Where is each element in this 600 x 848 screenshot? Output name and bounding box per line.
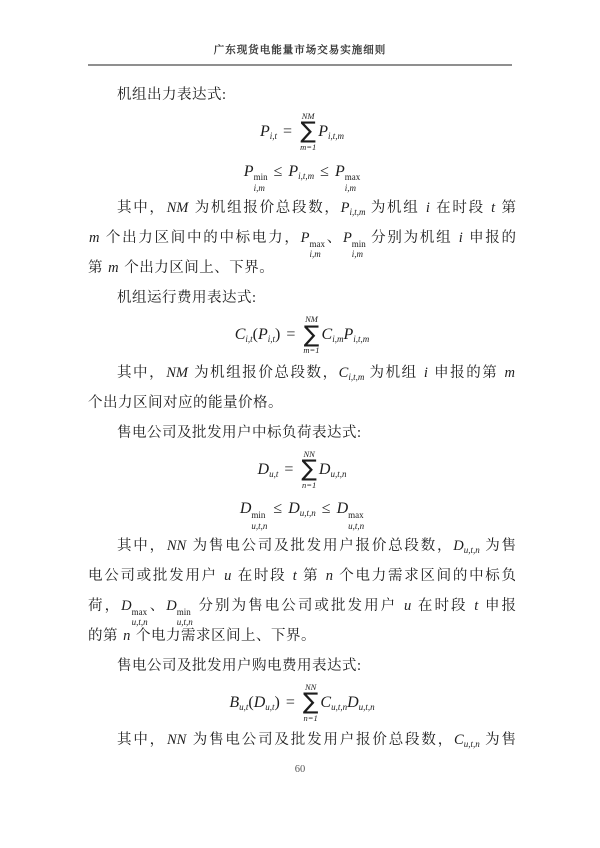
math-var-scripts	[254, 172, 268, 193]
math-symbol: t	[292, 567, 297, 584]
math-var	[239, 500, 268, 531]
math-var-scripts	[251, 510, 267, 531]
sum-upper-limit: NN	[303, 448, 315, 459]
math-symbol: NM	[166, 200, 189, 217]
text-run: 其中，	[117, 200, 166, 217]
text-line	[88, 591, 517, 628]
math-var-letter: D	[318, 460, 331, 478]
sum-upper-limit: NN	[304, 681, 317, 692]
math-symbol: i	[425, 200, 430, 217]
text-run: 其中，	[117, 537, 166, 554]
math-var-letter: P	[243, 162, 254, 180]
math-var-sub: i,t	[267, 334, 276, 345]
math-var-letter: C	[320, 693, 332, 711]
math-symbol: m	[108, 260, 120, 277]
text-run: 为售电公司及批发用户报价总段数，	[187, 732, 455, 749]
math-operator: =	[285, 693, 295, 711]
math-var-sub: i,m	[253, 182, 265, 193]
text-line	[88, 223, 517, 260]
math-var	[235, 326, 253, 343]
math-operator: =	[283, 122, 293, 140]
math-var-sub: i,t,m	[349, 207, 366, 218]
math-var	[453, 538, 480, 554]
math-var-letter: D	[253, 693, 266, 711]
math-var-sub: i,t,m	[327, 131, 344, 142]
math-var	[121, 597, 148, 628]
document-body	[88, 80, 516, 755]
sum-upper-limit: NM	[301, 111, 315, 121]
math-operator: =	[286, 326, 296, 344]
math-var-sup: max	[131, 606, 148, 617]
math-var-letter: D	[288, 500, 300, 518]
text-run: 个出力区间上、下界。	[120, 260, 275, 277]
math-var-sup: min	[253, 172, 268, 183]
formula-line	[88, 681, 516, 726]
math-symbol: i	[423, 364, 428, 381]
math-var-sub: u,t,n	[176, 617, 193, 628]
summation-symbol	[301, 450, 317, 491]
text-run: 为机组报价总段数，	[188, 364, 339, 381]
math-var	[260, 123, 277, 140]
math-var	[166, 597, 193, 628]
page-footer	[0, 764, 600, 775]
math-var-letter: D	[453, 537, 464, 554]
math-operator: ≤	[321, 500, 331, 518]
text-line	[88, 561, 516, 591]
math-var	[339, 365, 365, 381]
math-symbol: u	[224, 567, 232, 584]
paren: (	[252, 326, 258, 344]
text-run: 申报	[479, 597, 517, 614]
math-var	[288, 163, 314, 180]
text-run: 为机组	[364, 364, 423, 381]
text-line	[88, 651, 516, 681]
math-var-letter: B	[229, 693, 240, 711]
text-run: 第	[88, 260, 108, 277]
sum-lower-limit: m=1	[303, 345, 320, 356]
math-var	[347, 694, 375, 711]
text-run: 为售	[479, 537, 517, 554]
text-run: 申报的第	[428, 364, 504, 381]
text-run: 申报的	[463, 230, 517, 247]
summation-symbol	[303, 683, 319, 724]
sigma-glyph: ∑	[301, 456, 317, 483]
text-run: 电公司或批发用户	[88, 567, 224, 584]
math-symbol: i	[458, 230, 463, 247]
math-var-letter: P	[260, 122, 270, 140]
math-var-letter: P	[343, 326, 354, 344]
math-operator: ≤	[273, 162, 283, 180]
math-var-sub: u,t,n	[348, 520, 365, 531]
formula-line	[88, 492, 516, 531]
math-operator: ≤	[320, 162, 329, 180]
math-var	[288, 500, 316, 517]
math-var-letter: D	[239, 500, 252, 518]
math-var-sub: u,t,n	[463, 544, 480, 555]
math-symbol: t	[491, 200, 496, 217]
text-line	[88, 80, 516, 110]
math-symbol: NN	[166, 732, 187, 749]
math-var-sub: u,t	[265, 701, 275, 712]
summation-symbol	[303, 315, 319, 356]
math-var-letter: P	[334, 162, 345, 180]
math-var-sup: min	[251, 510, 266, 521]
math-var-scripts	[345, 172, 361, 193]
math-var-sub: u,t,n	[358, 701, 375, 712]
page-header	[0, 0, 600, 66]
text-run: 售电公司及批发用户购电费用表达式:	[117, 657, 362, 674]
math-var-letter: P	[258, 326, 268, 344]
math-var-scripts	[309, 239, 325, 260]
text-line	[88, 725, 516, 755]
text-line	[88, 388, 516, 418]
math-var	[336, 500, 365, 531]
math-var-sub: u,t	[239, 701, 249, 712]
header-title: 广东现货电能量市场交易实施细则	[213, 45, 387, 56]
math-symbol: m	[504, 364, 516, 381]
math-var-sub: i,t,m	[298, 170, 315, 181]
math-var-sub: i,t,m	[348, 371, 365, 382]
math-var-sub: u,t	[269, 468, 279, 479]
text-line	[88, 531, 516, 561]
math-var	[334, 162, 361, 193]
math-var-letter: D	[347, 693, 359, 711]
math-var-letter: P	[288, 162, 299, 180]
text-line	[88, 283, 516, 313]
math-var-sub: i,t	[245, 334, 253, 345]
sigma-glyph: ∑	[300, 118, 316, 145]
text-run: 其中，	[117, 732, 166, 749]
math-var-sup: max	[309, 239, 325, 250]
text-run: 为机组	[365, 200, 425, 217]
math-var-sup: max	[344, 172, 361, 183]
math-var-sub: u,t,n	[463, 739, 480, 750]
math-var-sub: u,t,n	[131, 617, 148, 628]
math-var-sub: u,t,n	[331, 701, 348, 712]
math-symbol: t	[474, 597, 479, 614]
formula-line	[88, 313, 516, 358]
math-var-sub: i,m	[344, 182, 356, 193]
text-line	[88, 358, 516, 388]
math-var-letter: P	[340, 200, 350, 217]
header-rule	[88, 64, 512, 66]
text-run: 为机组报价总段数，	[189, 200, 341, 217]
math-var-sup: min	[176, 606, 191, 617]
math-var-letter: C	[454, 732, 464, 749]
math-var	[454, 732, 480, 748]
math-var-scripts	[348, 510, 364, 531]
math-var-sub: i,m	[351, 249, 364, 260]
paren: )	[275, 326, 281, 344]
math-var-sub: i,t,m	[353, 334, 370, 345]
math-var-sup: min	[351, 239, 366, 250]
sum-lower-limit: n=1	[303, 713, 318, 724]
math-var-sub: i,m	[332, 334, 344, 345]
math-symbol: n	[325, 567, 333, 584]
text-run: 为售	[479, 732, 516, 749]
math-var-letter: D	[166, 597, 177, 614]
math-var	[319, 461, 347, 478]
math-symbol: NN	[166, 537, 187, 554]
text-run: 、	[147, 597, 167, 614]
page-number: 60	[294, 764, 306, 775]
text-line	[88, 253, 516, 283]
summation-symbol	[300, 112, 316, 153]
math-var	[254, 694, 275, 711]
math-var	[229, 694, 248, 711]
math-var-letter: P	[300, 230, 310, 247]
text-run: 分别为机组	[365, 230, 458, 247]
sum-lower-limit: n=1	[302, 479, 317, 490]
math-var-sub: u,t,n	[299, 508, 316, 519]
math-symbol: u	[403, 597, 412, 614]
paren: (	[248, 693, 254, 711]
text-line	[88, 418, 516, 448]
text-run: 其中，	[117, 364, 166, 381]
text-line	[88, 193, 516, 223]
math-symbol: n	[123, 627, 131, 644]
formula-line	[88, 110, 516, 155]
math-var	[320, 694, 347, 711]
math-operator: ≤	[273, 500, 283, 518]
text-run: 个出力区间对应的能量价格。	[88, 394, 283, 411]
text-run: 第	[496, 200, 517, 217]
math-var-letter: P	[318, 122, 328, 140]
math-var	[318, 123, 344, 140]
math-symbol: m	[89, 230, 100, 247]
math-var	[341, 200, 366, 216]
math-var-scripts	[352, 239, 366, 260]
text-run: 在时段	[430, 200, 491, 217]
math-symbol: NM	[166, 364, 188, 381]
sigma-glyph: ∑	[303, 321, 320, 348]
math-var-sup: max	[348, 510, 364, 521]
text-run: 第	[297, 567, 325, 584]
math-var-sub: u,t,n	[330, 468, 347, 479]
text-run: 机组出力表达式:	[117, 87, 227, 103]
math-var	[300, 230, 325, 260]
math-var-letter: D	[336, 500, 349, 518]
text-run: 在时段	[412, 597, 474, 614]
math-var	[258, 326, 275, 343]
math-var-letter: C	[321, 326, 333, 344]
text-run: 为售电公司及批发用户报价总段数，	[187, 537, 454, 554]
math-var	[322, 326, 344, 343]
math-var-letter: P	[342, 230, 352, 247]
text-run: 机组运行费用表达式:	[117, 290, 257, 307]
sum-lower-limit: m=1	[300, 142, 317, 153]
math-var-letter: D	[121, 597, 132, 614]
math-var-letter: C	[338, 364, 349, 381]
text-line	[88, 621, 516, 651]
sigma-glyph: ∑	[302, 689, 319, 716]
text-run: 个电力需求区间上、下界。	[131, 627, 316, 644]
math-var	[343, 326, 369, 343]
math-var	[258, 461, 279, 478]
math-var-sub: i,t	[269, 131, 278, 142]
text-run: 个出力区间中的中标电力，	[100, 230, 301, 247]
formula-line	[88, 155, 516, 194]
text-run: 分别为售电公司或批发用户	[192, 597, 403, 614]
text-run: 售电公司及批发用户中标负荷表达式:	[117, 424, 362, 441]
math-var-sub: i,m	[309, 249, 321, 260]
text-run: 个电力需求区间的中标负	[333, 567, 517, 584]
sum-upper-limit: NM	[305, 314, 318, 325]
formula-line	[88, 448, 516, 493]
math-operator: =	[284, 460, 294, 478]
text-run: 、	[324, 230, 343, 247]
text-run: 在时段	[232, 567, 292, 584]
text-run: 的第	[88, 627, 123, 644]
paren: )	[274, 693, 280, 711]
math-var	[243, 162, 268, 193]
math-var-letter: C	[234, 326, 246, 344]
math-var-letter: D	[257, 460, 270, 478]
math-var	[342, 230, 366, 260]
text-run: 荷，	[88, 597, 122, 614]
math-var-sub: u,t,n	[251, 520, 268, 531]
